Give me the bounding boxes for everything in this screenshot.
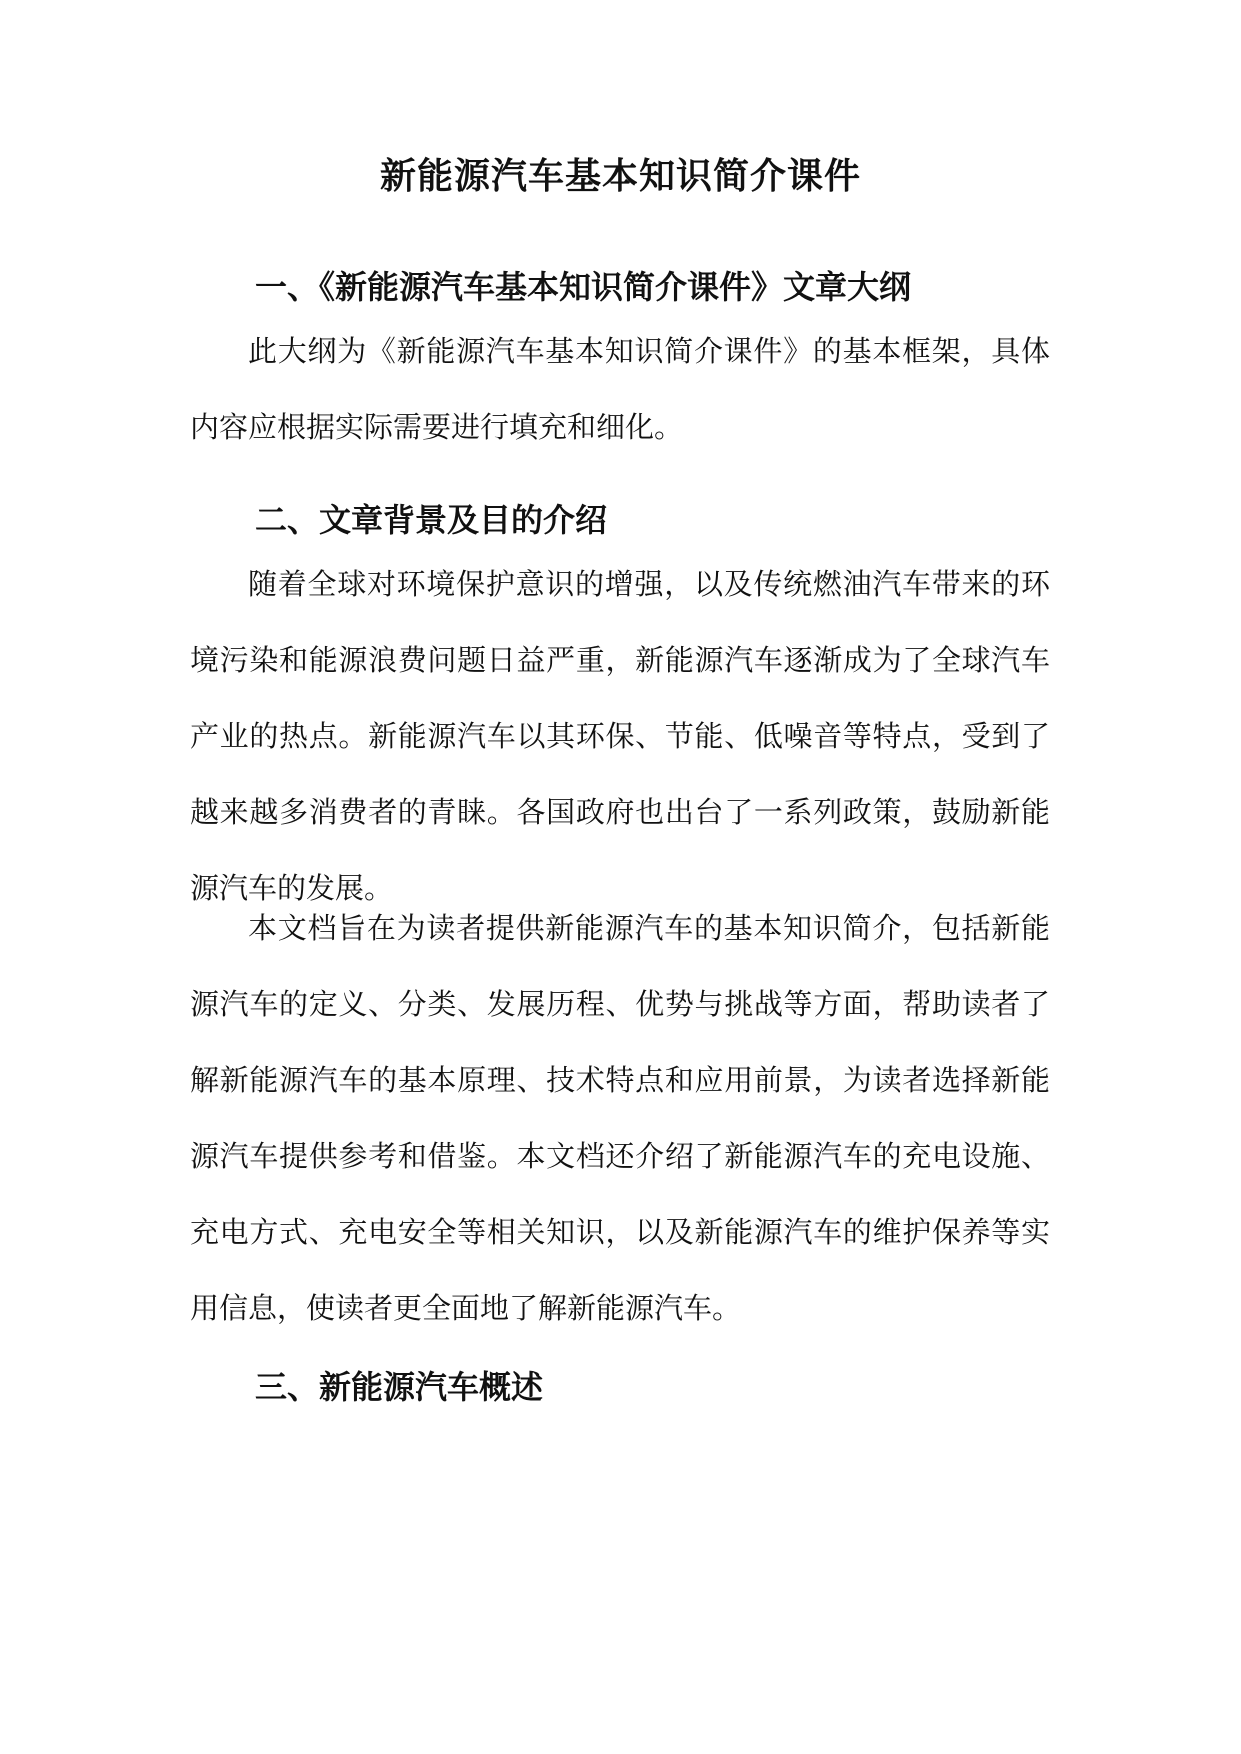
background-paragraph-2: 本文档旨在为读者提供新能源汽车的基本知识简介，包括新能源汽车的定义、分类、发展历程、优势与挑战等方面，帮助读者了解新能源汽车的基本原理、技术特点和应用前景，为读者选择新能源汽车提供参考和借鉴。本文档还介绍了新能源汽车的充电设施、充电方式、充电安全等相关知识，以及新能源汽车的维护保养等实用信息，使读者更全面地了解新能源汽车。 <box>190 911 1050 1325</box>
section-heading-outline: 一、《新能源汽车基本知识简介课件》文章大纲 <box>255 268 912 306</box>
outline-paragraph: 此大纲为《新能源汽车基本知识简介课件》的基本框架，具体内容应根据实际需要进行填充和细化。 <box>190 334 1050 444</box>
section-heading-background: 二、文章背景及目的介绍 <box>255 501 608 539</box>
section-heading-overview: 三、新能源汽车概述 <box>255 1368 544 1406</box>
document-title: 新能源汽车基本知识简介课件 <box>379 155 861 197</box>
background-paragraph-1: 随着全球对环境保护意识的增强，以及传统燃油汽车带来的环境污染和能源浪费问题日益严重，新能源汽车逐渐成为了全球汽车产业的热点。新能源汽车以其环保、节能、低噪音等特点，受到了越来越多消费者的青睐。各国政府也出台了一系列政策，鼓励新能源汽车的发展。 <box>190 567 1050 905</box>
